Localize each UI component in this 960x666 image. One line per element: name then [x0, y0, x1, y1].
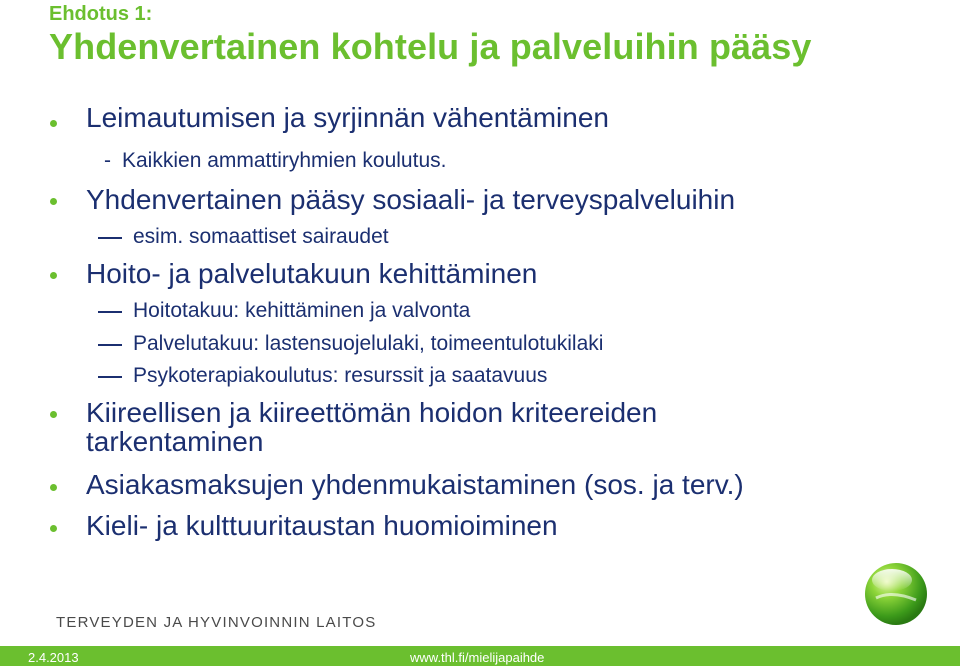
bullet-icon [50, 525, 57, 532]
sub-item: Palvelutakuu: lastensuojelulaki, toimeentulotukilaki [133, 332, 604, 355]
bullet-item: Kieli- ja kulttuuritaustan huomioiminen [86, 510, 558, 541]
green-sphere-icon [862, 560, 930, 628]
bullet-icon [50, 198, 57, 205]
bullet-item: Hoito- ja palvelutakuun kehittäminen [86, 258, 538, 289]
bullet-item: Leimautumisen ja syrjinnän vähentäminen [86, 102, 609, 133]
sub-item: esim. somaattiset sairaudet [133, 225, 389, 248]
dash-icon [98, 311, 122, 313]
hyphen-icon: - [104, 149, 111, 172]
sub-item: Hoitotakuu: kehittäminen ja valvonta [133, 299, 471, 322]
organization-name: TERVEYDEN JA HYVINVOINNIN LAITOS [56, 614, 377, 631]
bullet-icon [50, 484, 57, 491]
bullet-item: Asiakasmaksujen yhdenmukaistaminen (sos. ja terv.) [86, 469, 744, 500]
bullet-icon [50, 120, 57, 127]
slide-title: Yhdenvertainen kohtelu ja palveluihin pääsy [49, 26, 812, 67]
bullet-item: Kiireellisen ja kiireettömän hoidon kriteereiden [86, 397, 658, 428]
sub-item: Psykoterapiakoulutus: resurssit ja saatavuus [133, 364, 548, 387]
dash-icon [98, 344, 122, 346]
dash-icon [98, 237, 122, 239]
footer-url[interactable]: www.thl.fi/mielijapaihde [410, 650, 545, 665]
bullet-icon [50, 411, 57, 418]
footer-date: 2.4.2013 [28, 650, 79, 665]
bullet-icon [50, 272, 57, 279]
bullet-item-continuation: tarkentaminen [86, 426, 264, 457]
dash-icon [98, 376, 122, 378]
slide-subtitle: Ehdotus 1: [49, 3, 153, 25]
sub-item: Kaikkien ammattiryhmien koulutus. [122, 149, 447, 172]
bullet-item: Yhdenvertainen pääsy sosiaali- ja terveyspalveluihin [86, 184, 736, 215]
